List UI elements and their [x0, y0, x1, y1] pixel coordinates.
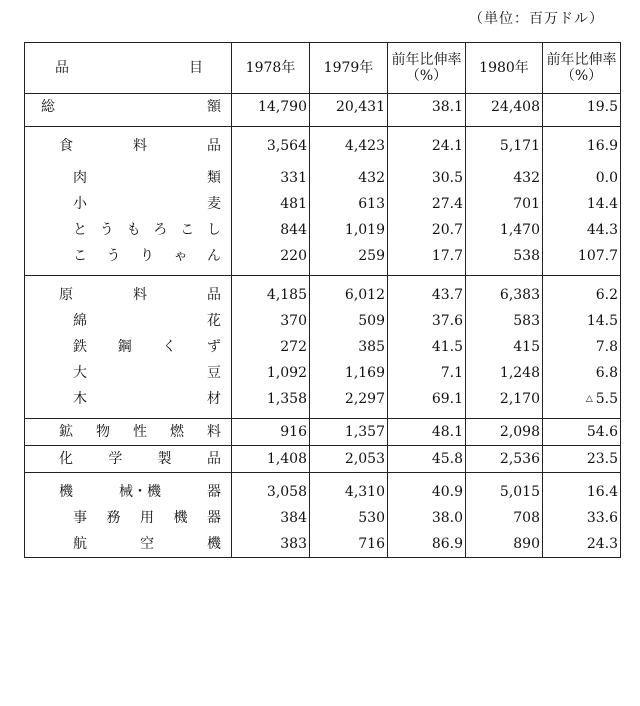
row-name-char: 綿 — [73, 313, 87, 329]
value-1980 — [466, 217, 543, 243]
row-name — [25, 191, 232, 217]
row-name — [25, 386, 232, 419]
growth-1980 — [543, 243, 621, 276]
header-growth-1979 — [388, 43, 466, 94]
value-1980-text: 1,248 — [499, 365, 540, 381]
value-1979-text: 4,310 — [344, 484, 385, 500]
growth-1980 — [543, 360, 621, 386]
growth-1980-text: 14.4 — [586, 196, 618, 212]
row-name — [25, 243, 232, 276]
value-1978-text: 383 — [280, 536, 307, 552]
decrease-mark: △ — [585, 394, 593, 404]
value-1979-text: 613 — [358, 196, 385, 212]
row-name-char: 料 — [207, 424, 221, 440]
growth-1979 — [388, 308, 466, 334]
table-row — [25, 159, 621, 191]
growth-1979-text: 43.7 — [431, 287, 463, 303]
row-name — [25, 419, 232, 446]
value-1979 — [310, 276, 388, 309]
row-name — [25, 473, 232, 506]
value-1980 — [466, 308, 543, 334]
growth-1979 — [388, 386, 466, 419]
value-1980 — [466, 159, 543, 191]
value-1978-text: 1,408 — [266, 451, 307, 467]
table-row — [25, 308, 621, 334]
growth-1979 — [388, 94, 466, 127]
row-name-char: 品 — [207, 287, 221, 303]
row-name-char: 燃 — [170, 424, 184, 440]
value-1980 — [466, 276, 543, 309]
value-1979 — [310, 473, 388, 506]
value-1980-text: 6,383 — [499, 287, 540, 303]
row-name-char: 器 — [207, 510, 221, 526]
value-1980 — [466, 127, 543, 160]
value-1980 — [466, 446, 543, 473]
growth-1980 — [543, 505, 621, 531]
growth-1980 — [543, 308, 621, 334]
growth-1980 — [543, 94, 621, 127]
growth-1979-text: 45.8 — [431, 451, 463, 467]
value-1980-text: 2,098 — [499, 424, 540, 440]
row-name-char: ず — [206, 339, 221, 355]
value-1980-text: 415 — [513, 339, 540, 355]
value-1979 — [310, 419, 388, 446]
value-1978-text: 916 — [280, 424, 307, 440]
growth-1979 — [388, 217, 466, 243]
growth-1980 — [543, 191, 621, 217]
value-1978 — [232, 276, 310, 309]
value-1979 — [310, 127, 388, 160]
value-1979-text: 530 — [358, 510, 385, 526]
row-name-char: 化 — [59, 451, 73, 467]
row-name — [25, 308, 232, 334]
value-1979 — [310, 308, 388, 334]
growth-1979 — [388, 243, 466, 276]
growth-1980 — [543, 217, 621, 243]
table-row — [25, 334, 621, 360]
value-1978-text: 1,092 — [266, 365, 307, 381]
growth-1979 — [388, 531, 466, 558]
growth-1979 — [388, 419, 466, 446]
growth-1980-text: 6.2 — [595, 287, 618, 303]
row-name — [25, 505, 232, 531]
row-name — [25, 94, 232, 127]
value-1979 — [310, 94, 388, 127]
value-1979-text: 2,297 — [344, 391, 385, 407]
value-1978-text: 370 — [280, 313, 307, 329]
value-1980 — [466, 94, 543, 127]
growth-1979 — [388, 191, 466, 217]
growth-1979 — [388, 127, 466, 160]
row-name-char: 花 — [207, 313, 221, 329]
growth-1979-text: 69.1 — [431, 391, 463, 407]
growth-1980-text: 5.5 — [595, 391, 618, 407]
row-name-char: 小 — [73, 196, 87, 212]
value-1978 — [232, 419, 310, 446]
growth-1979 — [388, 505, 466, 531]
value-1978-text: 331 — [280, 170, 307, 186]
value-1978-text: 844 — [280, 222, 307, 238]
header-item — [25, 43, 232, 94]
value-1979-text: 4,423 — [344, 138, 385, 154]
growth-1979-text: 38.1 — [431, 99, 463, 115]
value-1980 — [466, 191, 543, 217]
row-name-char: 学 — [108, 451, 123, 467]
value-1980 — [466, 243, 543, 276]
value-1979 — [310, 191, 388, 217]
value-1979-text: 1,357 — [344, 424, 385, 440]
row-name-char: 性 — [133, 424, 147, 440]
row-name-char: こ — [180, 222, 195, 238]
growth-1980 — [543, 159, 621, 191]
header-growth-1980-bottom: （%） — [560, 68, 603, 84]
value-1978-text: 3,564 — [266, 138, 307, 154]
header-1979: 1979年 — [310, 43, 388, 94]
row-name-char: 食 — [59, 138, 73, 154]
header-growth-1980-top: 前年比伸率 — [546, 52, 617, 68]
value-1980 — [466, 386, 543, 419]
value-1978 — [232, 473, 310, 506]
row-name-char: 肉 — [73, 170, 87, 186]
table-row — [25, 217, 621, 243]
row-name-char: 器 — [207, 484, 221, 500]
value-1979-text: 385 — [358, 339, 385, 355]
value-1979 — [310, 334, 388, 360]
growth-1979-text: 17.7 — [431, 248, 463, 264]
row-name-char: ろ — [153, 222, 168, 238]
row-name-char: 物 — [96, 424, 110, 440]
value-1980-text: 432 — [513, 170, 540, 186]
row-name-char: 木 — [73, 391, 87, 407]
row-name-char: 豆 — [207, 365, 221, 381]
value-1979 — [310, 360, 388, 386]
table-row — [25, 531, 621, 558]
growth-1980 — [543, 446, 621, 473]
growth-1980-text: 14.5 — [586, 313, 618, 329]
value-1979-text: 6,012 — [344, 287, 385, 303]
value-1980-text: 701 — [513, 196, 540, 212]
table-row — [25, 505, 621, 531]
value-1978 — [232, 159, 310, 191]
value-1980 — [466, 360, 543, 386]
growth-1980-text: 6.8 — [595, 365, 618, 381]
growth-1980-text: 0.0 — [595, 170, 618, 186]
value-1978-text: 1,358 — [266, 391, 307, 407]
value-1978-text: 4,185 — [266, 287, 307, 303]
value-1980-text: 2,170 — [499, 391, 540, 407]
growth-1980-text: 107.7 — [577, 248, 618, 264]
row-name-char: し — [206, 222, 221, 238]
header-item-left: 品 — [55, 60, 69, 76]
row-name-char: 用 — [140, 510, 154, 526]
value-1978 — [232, 308, 310, 334]
row-name-char: 麦 — [207, 196, 221, 212]
row-name-char: 大 — [73, 365, 87, 381]
growth-1980-text: 44.3 — [586, 222, 618, 238]
row-name-char: り — [140, 248, 154, 264]
row-name — [25, 276, 232, 309]
row-name-char: 原 — [59, 287, 73, 303]
row-name-char: 鉄 — [73, 339, 87, 355]
value-1979-text: 2,053 — [344, 451, 385, 467]
row-name-char: 鉱 — [59, 424, 73, 440]
value-1979-text: 259 — [358, 248, 385, 264]
row-name-char: う — [106, 248, 121, 264]
growth-1979-text: 24.1 — [431, 138, 463, 154]
growth-1979 — [388, 360, 466, 386]
value-1978 — [232, 243, 310, 276]
table-row — [25, 386, 621, 419]
growth-1979-text: 37.6 — [431, 313, 463, 329]
value-1979 — [310, 505, 388, 531]
value-1978 — [232, 505, 310, 531]
value-1979-text: 432 — [358, 170, 385, 186]
header-item-right: 目 — [189, 60, 203, 76]
row-name — [25, 531, 232, 558]
value-1980-text: 5,015 — [499, 484, 540, 500]
value-1978-text: 384 — [280, 510, 307, 526]
growth-1980 — [543, 419, 621, 446]
unit-label: （単位：百万ドル） — [469, 11, 604, 27]
table-row — [25, 473, 621, 506]
value-1980-text: 538 — [513, 248, 540, 264]
growth-1980-text: 33.6 — [586, 510, 618, 526]
value-1978 — [232, 334, 310, 360]
header-growth-1979-bottom: （%） — [405, 68, 448, 84]
row-name-char: 料 — [133, 287, 147, 303]
growth-1980 — [543, 386, 621, 419]
row-name-char: 総 — [41, 99, 55, 115]
growth-1980-text: 54.6 — [586, 424, 618, 440]
header-row — [25, 43, 621, 94]
value-1979-text: 716 — [358, 536, 385, 552]
value-1980 — [466, 531, 543, 558]
value-1980-text: 24,408 — [491, 99, 540, 115]
value-1978-text: 220 — [280, 248, 307, 264]
table-row — [25, 94, 621, 127]
value-1980 — [466, 505, 543, 531]
header-growth-1980 — [543, 43, 621, 94]
header-growth-1979-top: 前年比伸率 — [391, 52, 462, 68]
growth-1980 — [543, 127, 621, 160]
value-1979 — [310, 386, 388, 419]
row-name-char: 務 — [106, 510, 121, 526]
row-name-char: く — [162, 339, 177, 355]
value-1978 — [232, 127, 310, 160]
growth-1980 — [543, 473, 621, 506]
table-row — [25, 127, 621, 160]
row-name-char: も — [126, 222, 141, 238]
row-name-char: ゃ — [173, 248, 188, 264]
row-name-char: 機 — [59, 484, 73, 500]
value-1980-text: 1,470 — [499, 222, 540, 238]
value-1978 — [232, 191, 310, 217]
growth-1980-text: 16.4 — [586, 484, 618, 500]
table-row — [25, 360, 621, 386]
growth-1980-text: 19.5 — [586, 99, 618, 115]
value-1978-text: 14,790 — [258, 99, 307, 115]
row-name — [25, 334, 232, 360]
row-name-char: 機 — [207, 536, 221, 552]
row-name-char: 空 — [140, 536, 154, 552]
value-1980 — [466, 334, 543, 360]
row-name-char: 事 — [73, 510, 87, 526]
value-1979-text: 1,169 — [344, 365, 385, 381]
growth-1979 — [388, 159, 466, 191]
growth-1979-text: 27.4 — [431, 196, 463, 212]
row-name — [25, 159, 232, 191]
value-1979-text: 509 — [358, 313, 385, 329]
table-body — [25, 94, 621, 558]
table-row — [25, 191, 621, 217]
value-1980 — [466, 473, 543, 506]
growth-1980 — [543, 531, 621, 558]
row-name-char: 額 — [207, 99, 221, 115]
row-name-char: 類 — [207, 170, 221, 186]
row-name-char: と — [73, 222, 87, 238]
growth-1980-text: 24.3 — [586, 536, 618, 552]
header-1980: 1980年 — [466, 43, 543, 94]
growth-1980-text: 7.8 — [595, 339, 618, 355]
value-1979 — [310, 446, 388, 473]
row-name-char: 品 — [207, 138, 221, 154]
value-1978 — [232, 386, 310, 419]
table-row — [25, 446, 621, 473]
growth-1979-text: 7.1 — [440, 365, 463, 381]
value-1980-text: 583 — [513, 313, 540, 329]
row-name-char: ん — [207, 248, 221, 264]
growth-1979 — [388, 473, 466, 506]
table-row — [25, 276, 621, 309]
growth-1979-text: 20.7 — [431, 222, 463, 238]
value-1980-text: 2,536 — [499, 451, 540, 467]
row-name-char: 機 — [173, 510, 188, 526]
row-name-char: う — [99, 222, 114, 238]
table-row — [25, 419, 621, 446]
growth-1980 — [543, 276, 621, 309]
value-1980-text: 5,171 — [499, 138, 540, 154]
growth-1979-text: 48.1 — [431, 424, 463, 440]
growth-1980-text: 23.5 — [586, 451, 618, 467]
growth-1979 — [388, 334, 466, 360]
row-name-char: 品 — [206, 451, 221, 467]
row-name-char: 鋼 — [117, 339, 132, 355]
row-name-char: 航 — [73, 536, 87, 552]
row-name-char: 材 — [207, 391, 221, 407]
growth-1979-text: 38.0 — [431, 510, 463, 526]
value-1978 — [232, 531, 310, 558]
value-1979 — [310, 159, 388, 191]
value-1979 — [310, 531, 388, 558]
value-1980 — [466, 419, 543, 446]
value-1979 — [310, 243, 388, 276]
value-1978-text: 3,058 — [266, 484, 307, 500]
table-row — [25, 243, 621, 276]
header-1978: 1978年 — [232, 43, 310, 94]
row-name-char: 製 — [157, 451, 172, 467]
growth-1980 — [543, 334, 621, 360]
growth-1979-text: 30.5 — [431, 170, 463, 186]
row-name — [25, 446, 232, 473]
value-1980-text: 890 — [513, 536, 540, 552]
value-1979 — [310, 217, 388, 243]
row-name-char: 料 — [133, 138, 147, 154]
row-name-char: こ — [73, 248, 87, 264]
growth-1979 — [388, 446, 466, 473]
row-name — [25, 127, 232, 160]
growth-1979-text: 40.9 — [431, 484, 463, 500]
row-name-char: 械・機 — [119, 484, 161, 500]
value-1978 — [232, 217, 310, 243]
growth-1979-text: 41.5 — [431, 339, 463, 355]
value-1978-text: 272 — [280, 339, 307, 355]
value-1978-text: 481 — [280, 196, 307, 212]
growth-1979 — [388, 276, 466, 309]
value-1978 — [232, 94, 310, 127]
growth-1979-text: 86.9 — [431, 536, 463, 552]
value-1978 — [232, 446, 310, 473]
row-name — [25, 217, 232, 243]
value-1979-text: 1,019 — [344, 222, 385, 238]
import-table — [24, 42, 621, 558]
row-name — [25, 360, 232, 386]
growth-1980-text: 16.9 — [586, 138, 618, 154]
value-1978 — [232, 360, 310, 386]
value-1979-text: 20,431 — [336, 99, 385, 115]
value-1980-text: 708 — [513, 510, 540, 526]
